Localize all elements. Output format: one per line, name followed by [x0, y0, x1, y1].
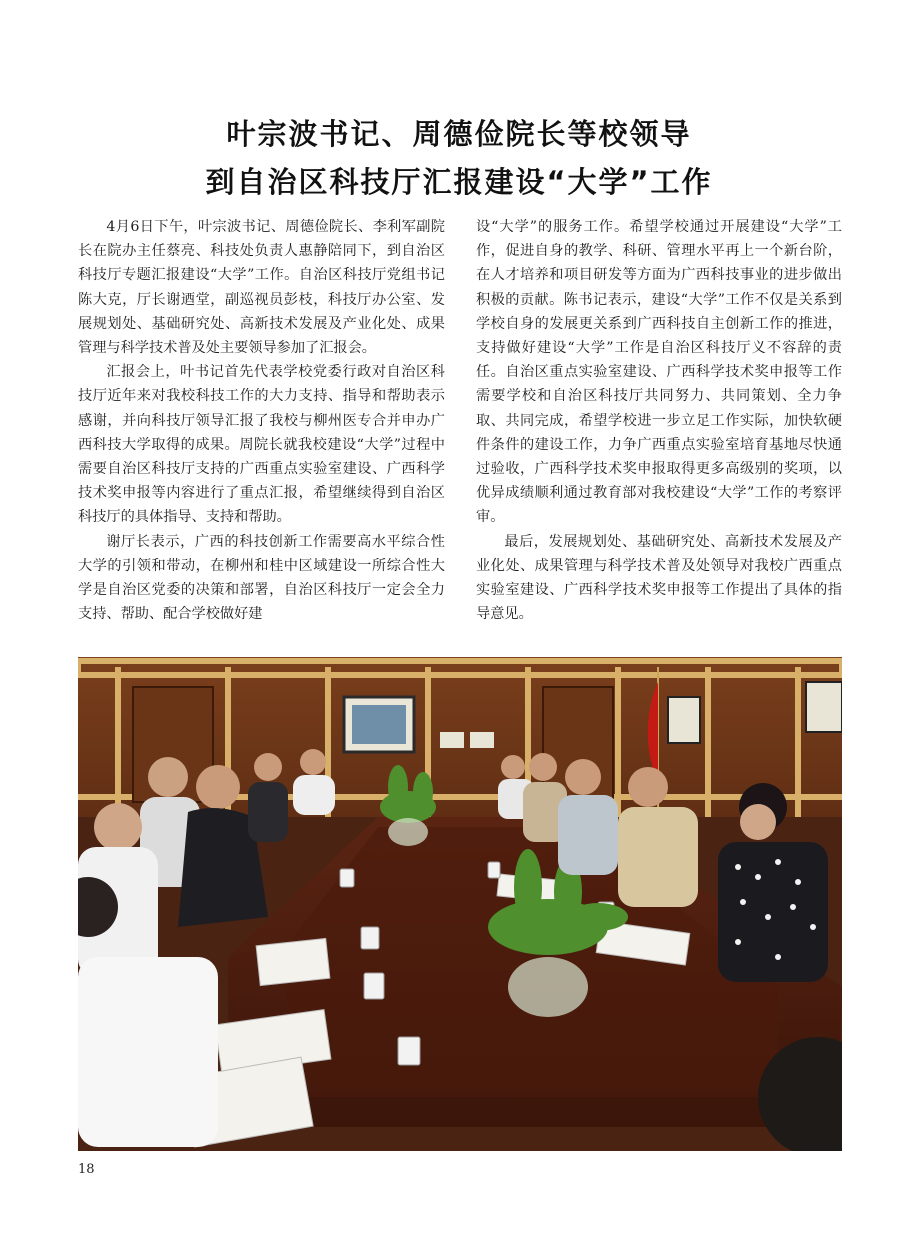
meeting-photo — [78, 657, 842, 1151]
paragraph: 最后，发展规划处、基础研究处、高新技术发展及产业化处、成果管理与科学技术普及处领导对我校广西重点实验室建设、广西科学技术奖申报等工作提出了具体的指导意见。 — [476, 533, 842, 623]
paragraph: 谢厅长表示，广西的科技创新工作需要高水平综合性大学的引领和带动，在柳州和桂中区域建设一所综合性大学是自治区党委的决策和部署，自治区科技厅一定会全力支持、帮助、配合学校做好建 — [78, 533, 445, 623]
title-line-2: 到自治区科技厅汇报建设“大学”工作 — [205, 165, 713, 199]
meeting-room-illustration — [78, 657, 842, 1151]
article-title — [0, 110, 918, 206]
paragraph: 汇报会上，叶书记首先代表学校党委行政对自治区科技厅近年来对我校科技工作的大力支持、指导和帮助表示感谢，并向科技厅领导汇报了我校与柳州医专合并申办广西科技大学取得的成果。周院长就我校建设“大学”过程中需要自治区科技厅支持的广西重点实验室建设、广西科学技术奖申报等内容进行了重点汇报，希望继续得到自治区科技厅的具体指导、支持和帮助。 — [78, 364, 445, 526]
right-column — [476, 215, 842, 626]
paragraph: 4月6日下午，叶宗波书记、周德俭院长、李利军副院长在院办主任蔡亮、科技处负责人惠静陪同下，到自治区科技厅专题汇报建设“大学”工作。自治区科技厅党组书记陈大克，厅长谢迺堂，副巡视员彭枝，科技厅办公室、发展规划处、基础研究处、高新技术发展及产业化处、成果管理与科学技术普及处主要领导参加了汇报会。 — [78, 219, 445, 357]
page-number: 18 — [78, 1162, 95, 1177]
paragraph-continued: 设“大学”的服务工作。希望学校通过开展建设“大学”工作，促进自身的教学、科研、管理水平再上一个新台阶，在人才培养和项目研发等方面为广西科技事业的进步做出积极的贡献。陈书记表示，建设“大学”工作不仅是关系到学校自身的发展更关系到广西科技自主创新工作的推进，支持做好建设“大学”工作是自治区科技厅义不容辞的责任。自治区重点实验室建设、广西科学技术奖申报等工作需要学校和自治区科技厅共同努力、共同策划、全力争取、共同完成，希望学校进一步立足工作实际，加快软硬件条件的建设工作，力争广西重点实验室培育基地尽快通过验收，广西科学技术奖申报取得更多高级别的奖项，以优异成绩顺利通过教育部对我校建设“大学”工作的考察评审。 — [476, 219, 842, 526]
title-line-1: 叶宗波书记、周德俭院长等校领导 — [226, 117, 692, 151]
left-column — [78, 215, 445, 626]
